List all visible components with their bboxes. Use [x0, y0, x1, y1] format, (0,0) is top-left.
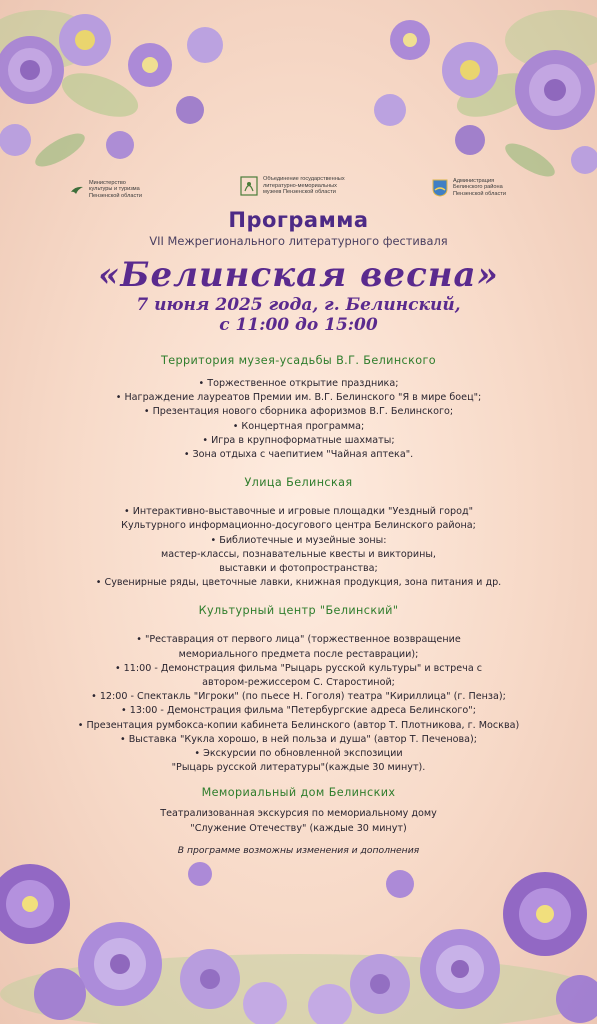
bottom-floral-decoration: [0, 794, 597, 1024]
section-items: [0, 633, 597, 775]
list-item: • Интерактивно-выставочные и игровые площадки "Уездный город": [123, 506, 473, 518]
section-cultural-center: [0, 603, 597, 775]
festival-date: 7 июня 2025 года, г. Белинский,: [136, 295, 461, 315]
section-heading: Улица Белинская: [244, 476, 353, 490]
program-change-note: В программе возможны изменения и дополнения: [177, 844, 420, 856]
program-title: Программа: [228, 208, 369, 232]
festival-name: «Белинская весна»: [98, 255, 499, 295]
list-item: • 11:00 - Демонстрация фильма "Рыцарь русской культуры" и встреча с: [114, 662, 483, 674]
list-item: • 13:00 - Демонстрация фильма "Петербургские адреса Белинского";: [121, 705, 476, 717]
section-heading: Территория музея-усадьбы В.Г. Белинского: [160, 354, 437, 367]
partner-logos: [0, 176, 597, 206]
list-item: • "Реставрация от первого лица" (торжественное возвращение: [136, 634, 461, 646]
festival-subtitle: VII Межрегионального литературного фестиваля: [149, 234, 448, 248]
section-heading: Культурный центр "Белинский": [198, 604, 399, 618]
list-item: Театрализованная экскурсия по мемориальному дому: [160, 808, 437, 820]
list-item: • Презентация нового сборника афоризмов В.Г. Белинского;: [143, 406, 454, 418]
district-administration-logo: [432, 178, 506, 197]
list-item: • 12:00 - Спектакль "Игроки" (по пьесе Н. Гоголя) театра "Кириллица" (г. Пенза);: [91, 691, 506, 703]
festival-time: с 11:00 до 15:00: [219, 315, 378, 335]
list-item: "Служение Отечеству" (каждые 30 минут): [190, 822, 407, 834]
list-item: • Концертная программа;: [232, 420, 365, 432]
list-item: • Библиотечные и музейные зоны:: [210, 534, 387, 546]
bird-icon: [70, 183, 84, 197]
list-item: • Выставка "Кукла хорошо, в ней польза и душа" (автор Т. Печенова);: [119, 733, 477, 745]
list-item: • Зона отдыха с чаепитием "Чайная аптека".: [183, 449, 414, 461]
list-item: • Презентация румбокса-копии кабинета Белинского (автор Т. Плотникова, г. Москва): [77, 719, 520, 731]
program-content: [0, 207, 597, 858]
list-item: • Сувенирные ряды, цветочные лавки, книжная продукция, зона питания и др.: [95, 577, 502, 589]
list-item: мемориального предмета после реставрации);: [178, 648, 419, 660]
ministry-logo-text: Министерство культуры и туризма Пензенской области: [89, 180, 142, 199]
list-item: "Рыцарь русской литературы"(каждые 30 минут).: [171, 762, 426, 774]
list-item: выставки и фотопространства;: [219, 563, 378, 575]
list-item: мастер-классы, познавательные квесты и викторины,: [161, 548, 436, 560]
district-crest-icon: [432, 179, 448, 197]
section-items: [0, 505, 597, 590]
section-heading: Мемориальный дом Белинских: [201, 786, 396, 800]
district-administration-logo-text: Администрация Белинского района Пензенской области: [453, 178, 506, 197]
section-items: [0, 377, 597, 462]
section-museum-estate: [0, 353, 597, 462]
list-item: • Награждение лауреатов Премии им. В.Г. Белинского "Я в мире боец";: [115, 392, 482, 404]
section-belinskaya-street: [0, 475, 597, 590]
list-item: Культурного информационно-досугового центра Белинского района;: [121, 520, 476, 532]
ministry-logo: [70, 180, 142, 199]
list-item: • Игра в крупноформатные шахматы;: [202, 434, 395, 446]
list-item: автором-режиссером С. Старостиной;: [202, 677, 395, 689]
museum-union-logo-text: Объединение государственных литературно-мемориальных музеев Пензенской области: [263, 176, 345, 196]
list-item: • Торжественное открытие праздника;: [198, 378, 399, 389]
list-item: • Экскурсии по обновленной экспозиции: [194, 748, 403, 760]
top-floral-decoration: [0, 0, 597, 190]
museum-emblem-icon: [240, 176, 258, 196]
museum-union-logo: [240, 176, 345, 196]
